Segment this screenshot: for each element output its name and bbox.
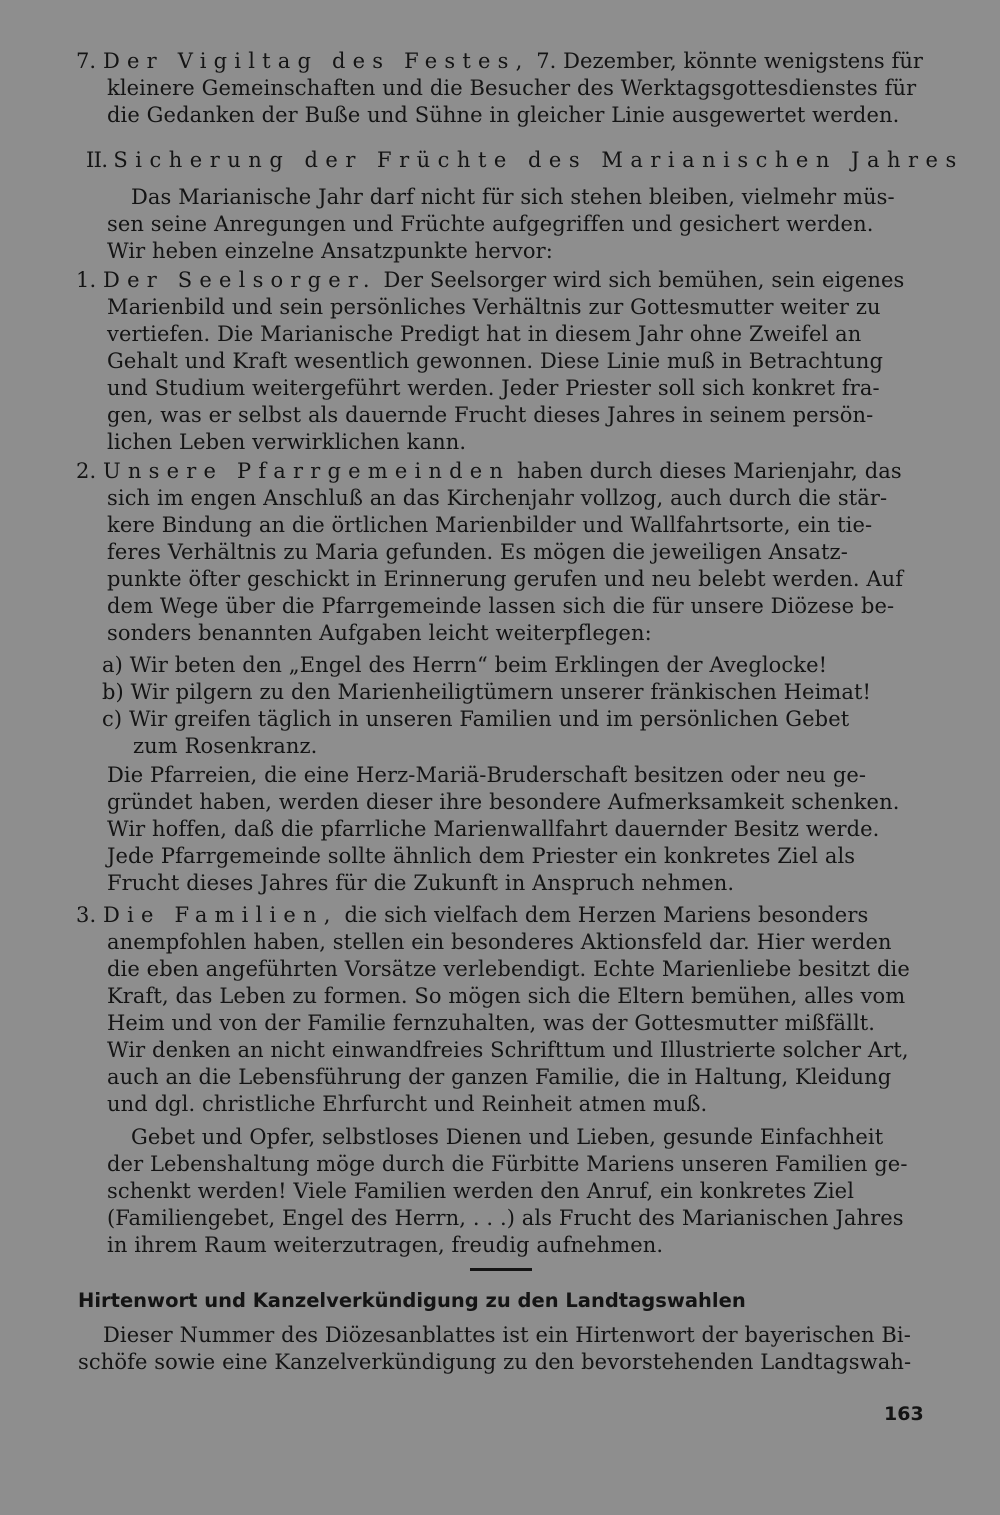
text-line: und dgl. christliche Ehrfurcht und Reinheit atmen muß. xyxy=(107,1092,708,1116)
text-line: schenkt werden! Viele Familien werden den Anruf, ein konkretes Ziel xyxy=(107,1179,855,1203)
text-line: gründet haben, werden dieser ihre besondere Aufmerksamkeit schenken. xyxy=(107,790,900,814)
text-line: feres Verhältnis zu Maria gefunden. Es mögen die jeweiligen Ansatz- xyxy=(107,540,848,564)
text-line: Das Marianische Jahr darf nicht für sich stehen bleiben, vielmehr müs- xyxy=(131,185,895,209)
text-line: Wir heben einzelne Ansatzpunkte hervor: xyxy=(107,239,553,263)
text-line: Jede Pfarrgemeinde sollte ähnlich dem Priester ein konkretes Ziel als xyxy=(107,844,856,868)
text-line: Marienbild und sein persönliches Verhältnis zur Gottesmutter weiter zu xyxy=(107,295,881,319)
line-text: 7. Dezember, könnte wenigstens für xyxy=(536,49,924,73)
text-line: lichen Leben verwirklichen kann. xyxy=(107,430,467,454)
item7-line1 xyxy=(76,48,923,75)
text-line: sich im engen Anschluß an das Kirchenjahr vollzog, auch durch die stär- xyxy=(107,486,888,510)
text-line: Heim und von der Familie fernzuhalten, was der Gottesmutter mißfällt. xyxy=(107,1011,876,1035)
subitem-label: b) xyxy=(102,680,124,704)
subitem-c xyxy=(102,706,849,733)
item-number: 2. xyxy=(76,459,97,483)
text-line: auch an die Lebensführung der ganzen Familie, die in Haltung, Kleidung xyxy=(107,1065,892,1089)
text-line: die Gedanken der Buße und Sühne in gleicher Linie ausgewertet werden. xyxy=(107,103,900,127)
section-heading-text: Sicherung der Früchte des Marianischen Jahres xyxy=(113,148,964,172)
text-line: kleinere Gemeinschaften und die Besucher des Werktagsgottesdienstes für xyxy=(107,76,917,100)
text-line: Wir denken an nicht einwandfreies Schrifttum und Illustrierte solcher Art, xyxy=(107,1038,909,1062)
point1-line1 xyxy=(76,267,904,294)
item-number: 7. xyxy=(76,49,97,73)
point3-line1 xyxy=(76,902,868,929)
spaced-term: Der Vigiltag des Festes, xyxy=(102,49,530,73)
section-divider xyxy=(470,1268,532,1271)
text-line: Gebet und Opfer, selbstloses Dienen und Lieben, gesunde Einfachheit xyxy=(131,1125,884,1149)
section-heading xyxy=(86,147,964,174)
text-line: dem Wege über die Pfarrgemeinde lassen sich die für unsere Diözese be- xyxy=(107,594,895,618)
text-line: zum Rosenkranz. xyxy=(133,734,318,758)
text-line: Die Pfarreien, die eine Herz-Mariä-Bruderschaft besitzen oder neu ge- xyxy=(107,763,867,787)
subitem-label: a) xyxy=(102,653,123,677)
spaced-term: Der Seelsorger. xyxy=(103,268,377,292)
section-number: II. xyxy=(86,148,108,172)
subitem-text: Wir pilgern zu den Marienheiligtümern unserer fränkischen Heimat! xyxy=(130,680,872,704)
line-text: die sich vielfach dem Herzen Mariens besonders xyxy=(344,903,869,927)
text-line: Kraft, das Leben zu formen. So mögen sich die Eltern bemühen, alles vom xyxy=(107,984,906,1008)
text-line: anempfohlen haben, stellen ein besonderes Aktionsfeld dar. Hier werden xyxy=(107,930,892,954)
text-line: sen seine Anregungen und Früchte aufgegriffen und gesichert werden. xyxy=(107,212,874,236)
text-line: in ihrem Raum weiterzutragen, freudig aufnehmen. xyxy=(107,1233,664,1257)
text-line: Frucht dieses Jahres für die Zukunft in Anspruch nehmen. xyxy=(107,871,735,895)
item-number: 1. xyxy=(76,268,97,292)
text-line: und Studium weitergeführt werden. Jeder Priester soll sich konkret fra- xyxy=(107,376,880,400)
text-line: Gehalt und Kraft wesentlich gewonnen. Diese Linie muß in Betrachtung xyxy=(107,349,883,373)
text-line: (Familiengebet, Engel des Herrn, . . .) als Frucht des Marianischen Jahres xyxy=(107,1206,904,1230)
subitem-b xyxy=(102,679,871,706)
text-line: punkte öfter geschickt in Erinnerung gerufen und neu belebt werden. Auf xyxy=(107,567,904,591)
subitem-label: c) xyxy=(102,707,123,731)
text-line: die eben angeführten Vorsätze verlebendigt. Echte Marienliebe besitzt die xyxy=(107,957,910,981)
text-line: gen, was er selbst als dauernde Frucht dieses Jahres in seinem persön- xyxy=(107,403,874,427)
text-line: vertiefen. Die Marianische Predigt hat in diesem Jahr ohne Zweifel an xyxy=(107,322,862,346)
line-text: haben durch dieses Marienjahr, das xyxy=(516,459,902,483)
subitem-a xyxy=(102,652,827,679)
article-title: Hirtenwort und Kanzelverkündigung zu den Landtagswahlen xyxy=(78,1289,746,1312)
text-line: schöfe sowie eine Kanzelverkündigung zu den bevorstehenden Landtagswah- xyxy=(78,1350,912,1374)
text-line: kere Bindung an die örtlichen Marienbilder und Wallfahrtsorte, ein tie- xyxy=(107,513,873,537)
item-number: 3. xyxy=(76,903,97,927)
text-line: Dieser Nummer des Diözesanblattes ist ein Hirtenwort der bayerischen Bi- xyxy=(103,1323,911,1347)
subitem-text: Wir beten den „Engel des Herrn“ beim Erklingen der Aveglocke! xyxy=(129,653,828,677)
subitem-text: Wir greifen täglich in unseren Familien und im persönlichen Gebet xyxy=(128,707,850,731)
text-line: der Lebenshaltung möge durch die Fürbitte Mariens unseren Familien ge- xyxy=(107,1152,908,1176)
text-line: sonders benannten Aufgaben leicht weiterpflegen: xyxy=(107,621,652,645)
text-line: Wir hoffen, daß die pfarrliche Marienwallfahrt dauernder Besitz werde. xyxy=(107,817,880,841)
page-number: 163 xyxy=(884,1403,924,1425)
spaced-term: Unsere Pfarrgemeinden xyxy=(103,459,511,483)
spaced-term: Die Familien, xyxy=(103,903,338,927)
line-text: Der Seelsorger wird sich bemühen, sein eigenes xyxy=(383,268,905,292)
point2-line1 xyxy=(76,458,902,485)
